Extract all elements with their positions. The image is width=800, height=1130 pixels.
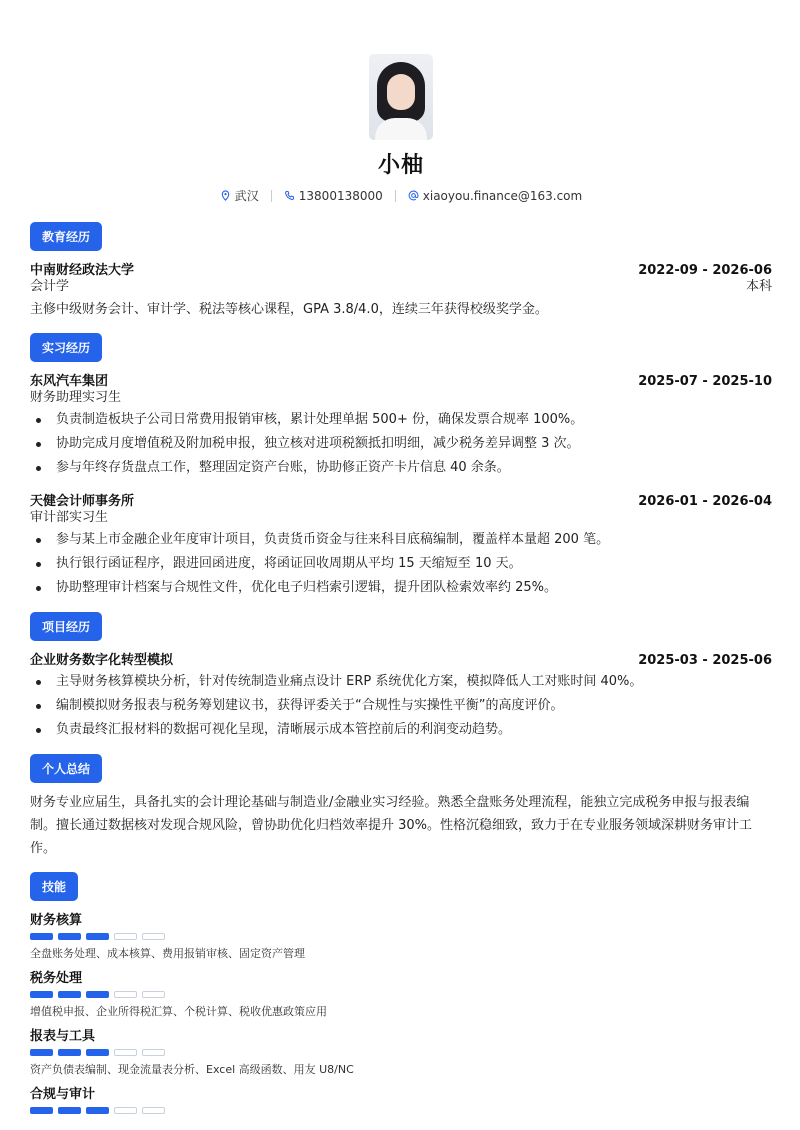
skill-level-segment-filled (86, 933, 109, 940)
skill-level-segment-empty (142, 933, 165, 940)
photo-face (387, 74, 415, 110)
contact-phone (284, 189, 383, 203)
education-date: 2022-09 - 2026-06 (638, 263, 772, 278)
skill-level-segment-empty (114, 1107, 137, 1114)
phone-text: 13800138000 (298, 188, 383, 203)
skill-item (30, 1025, 772, 1077)
email-at-icon (408, 190, 419, 201)
list-item: 编制模拟财务报表与税务筹划建议书，获得评委关于“合规性与实操性平衡”的高度评价。 (30, 694, 772, 718)
photo-shirt (375, 118, 427, 140)
company-name: 东风汽车集团 (30, 374, 109, 389)
skill-level-segment-empty (114, 933, 137, 940)
skill-level-segment-empty (142, 1107, 165, 1114)
bullet-list (30, 528, 772, 600)
internship-entry (30, 370, 772, 480)
list-item: 协助完成月度增值税及附加税申报，独立核对进项税额抵扣明细，减少税务差异调整 3 次。 (30, 432, 772, 456)
candidate-name: 小柚 (377, 153, 424, 178)
summary-section (30, 754, 772, 860)
contact-bar (220, 187, 582, 204)
skill-description: 全盘账务处理、成本核算、费用报销审核、固定资产管理 (30, 947, 305, 960)
list-item: 主导财务核算模块分析，针对传统制造业痛点设计 ERP 系统优化方案，模拟降低人工对账时间 40%。 (30, 670, 772, 694)
skill-level-segment-filled (86, 1107, 109, 1114)
list-item: 负责最终汇报材料的数据可视化呈现，清晰展示成本管控前后的利润变动趋势。 (30, 718, 772, 742)
skill-name: 报表与工具 (30, 1029, 96, 1044)
list-item: 协助整理审计档案与合规性文件，优化电子归档索引逻辑，提升团队检索效率约 25%。 (30, 576, 772, 600)
project-name: 企业财务数字化转型模拟 (30, 653, 174, 668)
skill-level-meter (30, 1107, 772, 1114)
education-subrow (30, 278, 772, 295)
school-name: 中南财经政法大学 (30, 263, 135, 278)
company-name: 天健会计师事务所 (30, 494, 135, 509)
role-text: 财务助理实习生 (30, 390, 122, 405)
education-row (30, 259, 772, 278)
role-text: 审计部实习生 (30, 510, 109, 525)
skill-name: 财务核算 (30, 913, 83, 928)
bullet-list (30, 408, 772, 480)
skill-level-meter (30, 933, 772, 940)
section-title-project: 项目经历 (30, 612, 102, 641)
contact-divider (395, 190, 396, 202)
internship-entry (30, 490, 772, 600)
degree-text: 本科 (745, 279, 772, 294)
contact-divider (271, 190, 272, 202)
summary-text: 财务专业应届生，具备扎实的会计理论基础与制造业/金融业实习经验。熟悉全盘账务处理流程，能独立完成税务申报与报表编制。擅长通过数据核对发现合规风险，曾协助优化归档效率提升 30%。性格沉稳细致，致力于在专业服务领域深耕财务审计工作。 (30, 795, 753, 856)
resume-header (30, 0, 772, 204)
email-text: xiaoyou.finance@163.com (422, 188, 583, 203)
internship-section (30, 333, 772, 600)
skill-level-segment-filled (30, 991, 53, 998)
project-row (30, 649, 772, 668)
list-item: 执行银行函证程序，跟进回函进度，将函证回收周期从平均 15 天缩短至 10 天。 (30, 552, 772, 576)
location-text: 武汉 (234, 189, 259, 203)
skill-level-segment-filled (58, 991, 81, 998)
education-description: 主修中级财务会计、审计学、税法等核心课程，GPA 3.8/4.0，连续三年获得校级奖学金。 (30, 302, 548, 317)
skill-level-segment-filled (30, 933, 53, 940)
skill-description: 增值税申报、企业所得税汇算、个税计算、税收优惠政策应用 (30, 1005, 327, 1018)
skill-description: 资产负债表编制、现金流量表分析、Excel 高级函数、用友 U8/NC (30, 1063, 354, 1076)
section-title-education: 教育经历 (30, 222, 102, 251)
location-pin-icon (220, 190, 231, 201)
section-title-skills: 技能 (30, 872, 78, 901)
contact-email (408, 189, 582, 203)
skill-item (30, 1083, 772, 1114)
internship-row (30, 490, 772, 509)
project-section (30, 612, 772, 742)
skill-level-segment-filled (86, 1049, 109, 1056)
education-section (30, 222, 772, 321)
skill-level-meter (30, 1049, 772, 1056)
section-title-summary: 个人总结 (30, 754, 102, 783)
skill-name: 税务处理 (30, 971, 83, 986)
internship-date: 2025-07 - 2025-10 (638, 374, 772, 389)
skills-section (30, 872, 772, 1114)
skill-item (30, 909, 772, 961)
project-date: 2025-03 - 2025-06 (638, 653, 772, 668)
skill-level-segment-empty (142, 991, 165, 998)
list-item: 参与年终存货盘点工作，整理固定资产台账，协助修正资产卡片信息 40 余条。 (30, 456, 772, 480)
profile-photo (369, 54, 433, 140)
internship-row (30, 370, 772, 389)
skill-level-meter (30, 991, 772, 998)
skill-level-segment-empty (114, 1049, 137, 1056)
skill-level-segment-empty (142, 1049, 165, 1056)
skill-level-segment-filled (86, 991, 109, 998)
skill-item (30, 967, 772, 1019)
phone-icon (284, 190, 295, 201)
skill-level-segment-filled (30, 1107, 53, 1114)
skill-level-segment-filled (58, 933, 81, 940)
list-item: 参与某上市金融企业年度审计项目，负责货币资金与往来科目底稿编制，覆盖样本量超 200 笔。 (30, 528, 772, 552)
list-item: 负责制造板块子公司日常费用报销审核，累计处理单据 500+ 份，确保发票合规率 100%。 (30, 408, 772, 432)
contact-location (220, 187, 259, 204)
skill-level-segment-filled (58, 1107, 81, 1114)
section-title-internship: 实习经历 (30, 333, 102, 362)
skill-level-segment-empty (114, 991, 137, 998)
skill-name: 合规与审计 (30, 1087, 96, 1102)
skills-list (30, 909, 772, 1114)
bullet-list (30, 670, 772, 742)
skill-level-segment-filled (30, 1049, 53, 1056)
internship-date: 2026-01 - 2026-04 (638, 494, 772, 509)
major-text: 会计学 (30, 279, 70, 294)
skill-level-segment-filled (58, 1049, 81, 1056)
